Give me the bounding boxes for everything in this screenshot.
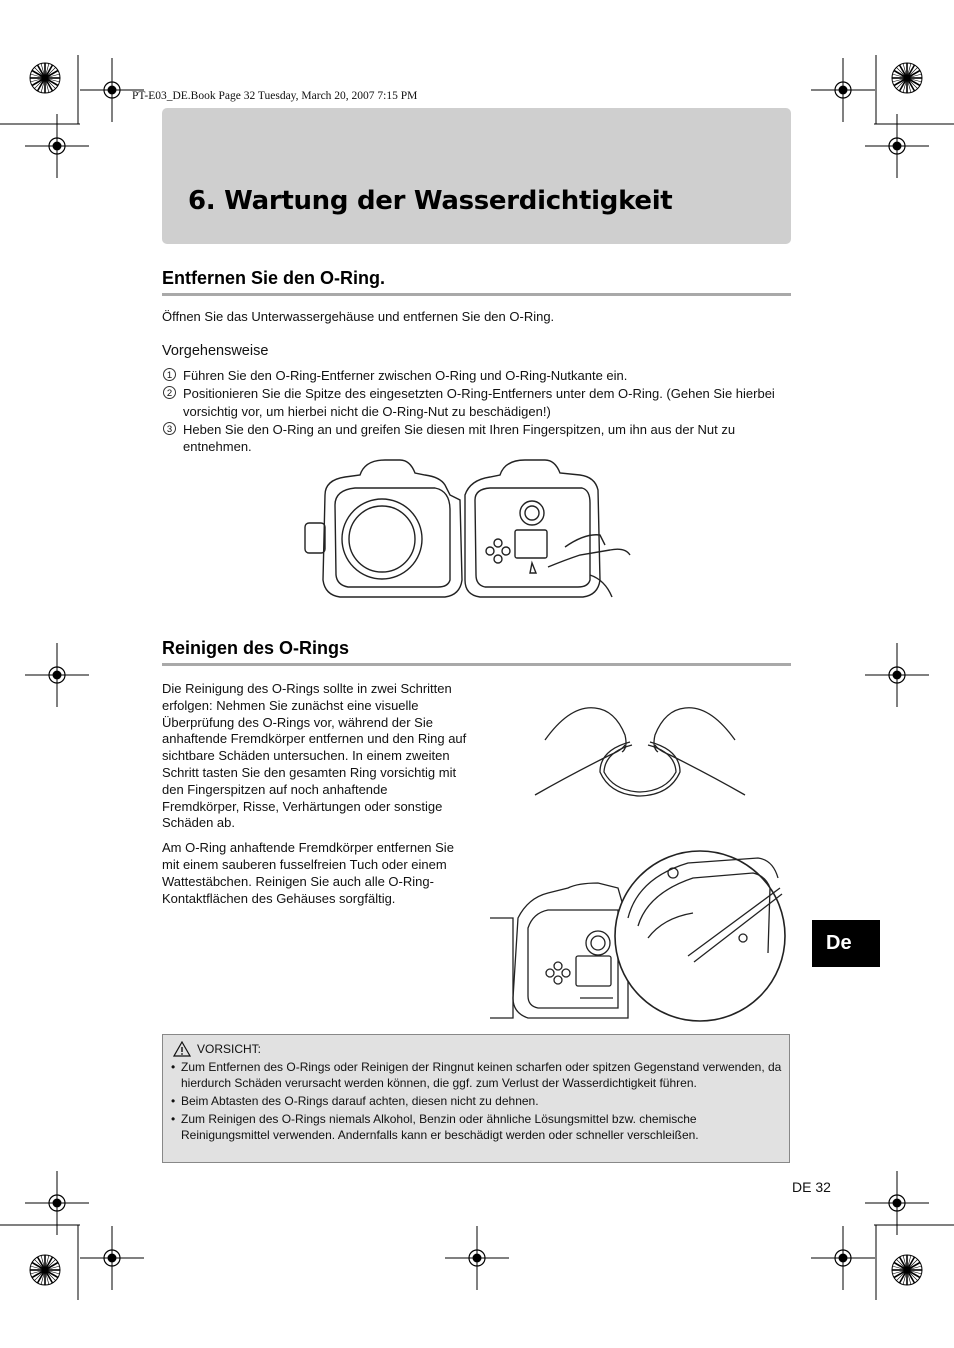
intro-text: Öffnen Sie das Unterwassergehäuse und entfernen Sie den O-Ring.: [162, 309, 555, 324]
target-ring-mark: [469, 1250, 485, 1266]
target-dot-mark: [893, 142, 902, 151]
target-dot-mark: [893, 1199, 902, 1208]
target-ring-mark: [889, 1195, 905, 1211]
chapter-title: 6. Wartung der Wasserdichtigkeit: [188, 186, 673, 216]
target-ring-mark: [104, 82, 120, 98]
target-ring-mark: [835, 1250, 851, 1266]
warning-triangle-icon: [173, 1041, 191, 1057]
color-wheel-mark: [892, 1255, 922, 1285]
step-number-icon: 1: [163, 368, 176, 381]
target-dot-mark: [53, 1199, 62, 1208]
target-ring-mark: [49, 138, 65, 154]
step-number-icon: 3: [163, 422, 176, 435]
caution-header: [173, 1041, 261, 1057]
target-ring-mark: [889, 667, 905, 683]
target-ring-mark: [49, 1195, 65, 1211]
step-text: Positionieren Sie die Spitze des eingesetzten O-Ring-Entferners unter dem O-Ring. (Gehen Sie hierbei vorsichtig vor, um hierbei nicht die O-Ring-Nut zu beschädigen!): [183, 386, 775, 419]
housing-open-illustration: [300, 455, 640, 605]
housing-detail-illustration: [488, 848, 788, 1023]
caution-item: • Zum Reinigen des O-Rings niemals Alkohol, Benzin oder ähnliche Lösungsmittel bzw. chemische Reinigungsmittel verwenden. Andernfalls kann er beschädigt werden oder schneller verschleißen.: [171, 1111, 783, 1143]
cleaning-paragraph: Am O-Ring anhaftende Fremdkörper entfernen Sie mit einem sauberen fusselfreien Tuch oder einem Wattestäbchen. Reinigen Sie auch alle O-Ring-Kontaktflächen des Gehäuses sorgfältig.: [162, 840, 454, 906]
target-ring-mark: [49, 667, 65, 683]
target-dot-mark: [839, 1254, 848, 1263]
caution-label: VORSICHT:: [197, 1042, 262, 1056]
target-dot-mark: [473, 1254, 482, 1263]
caution-item: • Beim Abtasten des O-Rings darauf achten, diesen nicht zu dehnen.: [171, 1093, 783, 1109]
color-wheel-mark: [892, 63, 922, 93]
cleaning-paragraph: Die Reinigung des O-Rings sollte in zwei Schritten erfolgen: Nehmen Sie zunächst eine visuelle Überprüfung des O-Rings vor, während der Sie anhaftende Fremdkörper entfernen und den Ring auf sichtbare Schäden untersuchen. In einem zweiten Schritt tasten Sie den gesamten Ring vorsichtig mit den Fingerspitzen auf noch anhaftende Fremdkörper, Risse, Verhärtungen oder sonstige Schäden ab.: [162, 681, 467, 831]
target-dot-mark: [53, 142, 62, 151]
target-dot-mark: [108, 86, 117, 95]
page-number: DE 32: [792, 1179, 831, 1195]
target-dot-mark: [893, 671, 902, 680]
target-ring-mark: [104, 1250, 120, 1266]
step-number-icon: 2: [163, 386, 176, 399]
section-heading-clean-oring: Reinigen des O-Rings: [162, 638, 791, 666]
chapter-title-box: [162, 108, 791, 244]
language-tab: De: [812, 920, 880, 967]
step-text: Heben Sie den O-Ring an und greifen Sie diesen mit Ihren Fingerspitzen, um ihn aus der Nut zu entnehmen.: [183, 421, 736, 454]
target-dot-mark: [839, 86, 848, 95]
target-dot-mark: [108, 1254, 117, 1263]
hands-oring-illustration: [530, 700, 750, 800]
step-item: [162, 421, 782, 456]
target-ring-mark: [835, 82, 851, 98]
caution-box: [162, 1034, 790, 1163]
cleaning-text: [162, 681, 468, 915]
section-heading-remove-oring: Entfernen Sie den O-Ring.: [162, 268, 791, 296]
color-wheel-mark: [30, 1255, 60, 1285]
printer-slug-line: PT-E03_DE.Book Page 32 Tuesday, March 20, 2007 7:15 PM: [132, 90, 418, 102]
caution-list: [171, 1059, 783, 1145]
color-wheel-mark: [30, 63, 60, 93]
caution-item: • Zum Entfernen des O-Rings oder Reinigen der Ringnut keinen scharfen oder spitzen Gegenstand verwenden, da hierdurch Schäden verursacht werden können, die ggf. zum Verlust der Wasserdichtigkeit führen.: [171, 1059, 783, 1091]
procedure-steps: [162, 367, 782, 456]
step-text: Führen Sie den O-Ring-Entferner zwischen O-Ring und O-Ring-Nutkante ein.: [183, 368, 628, 383]
step-item: [162, 385, 782, 420]
target-ring-mark: [889, 138, 905, 154]
step-item: [162, 367, 782, 385]
procedure-subheading: Vorgehensweise: [162, 343, 269, 359]
target-dot-mark: [53, 671, 62, 680]
